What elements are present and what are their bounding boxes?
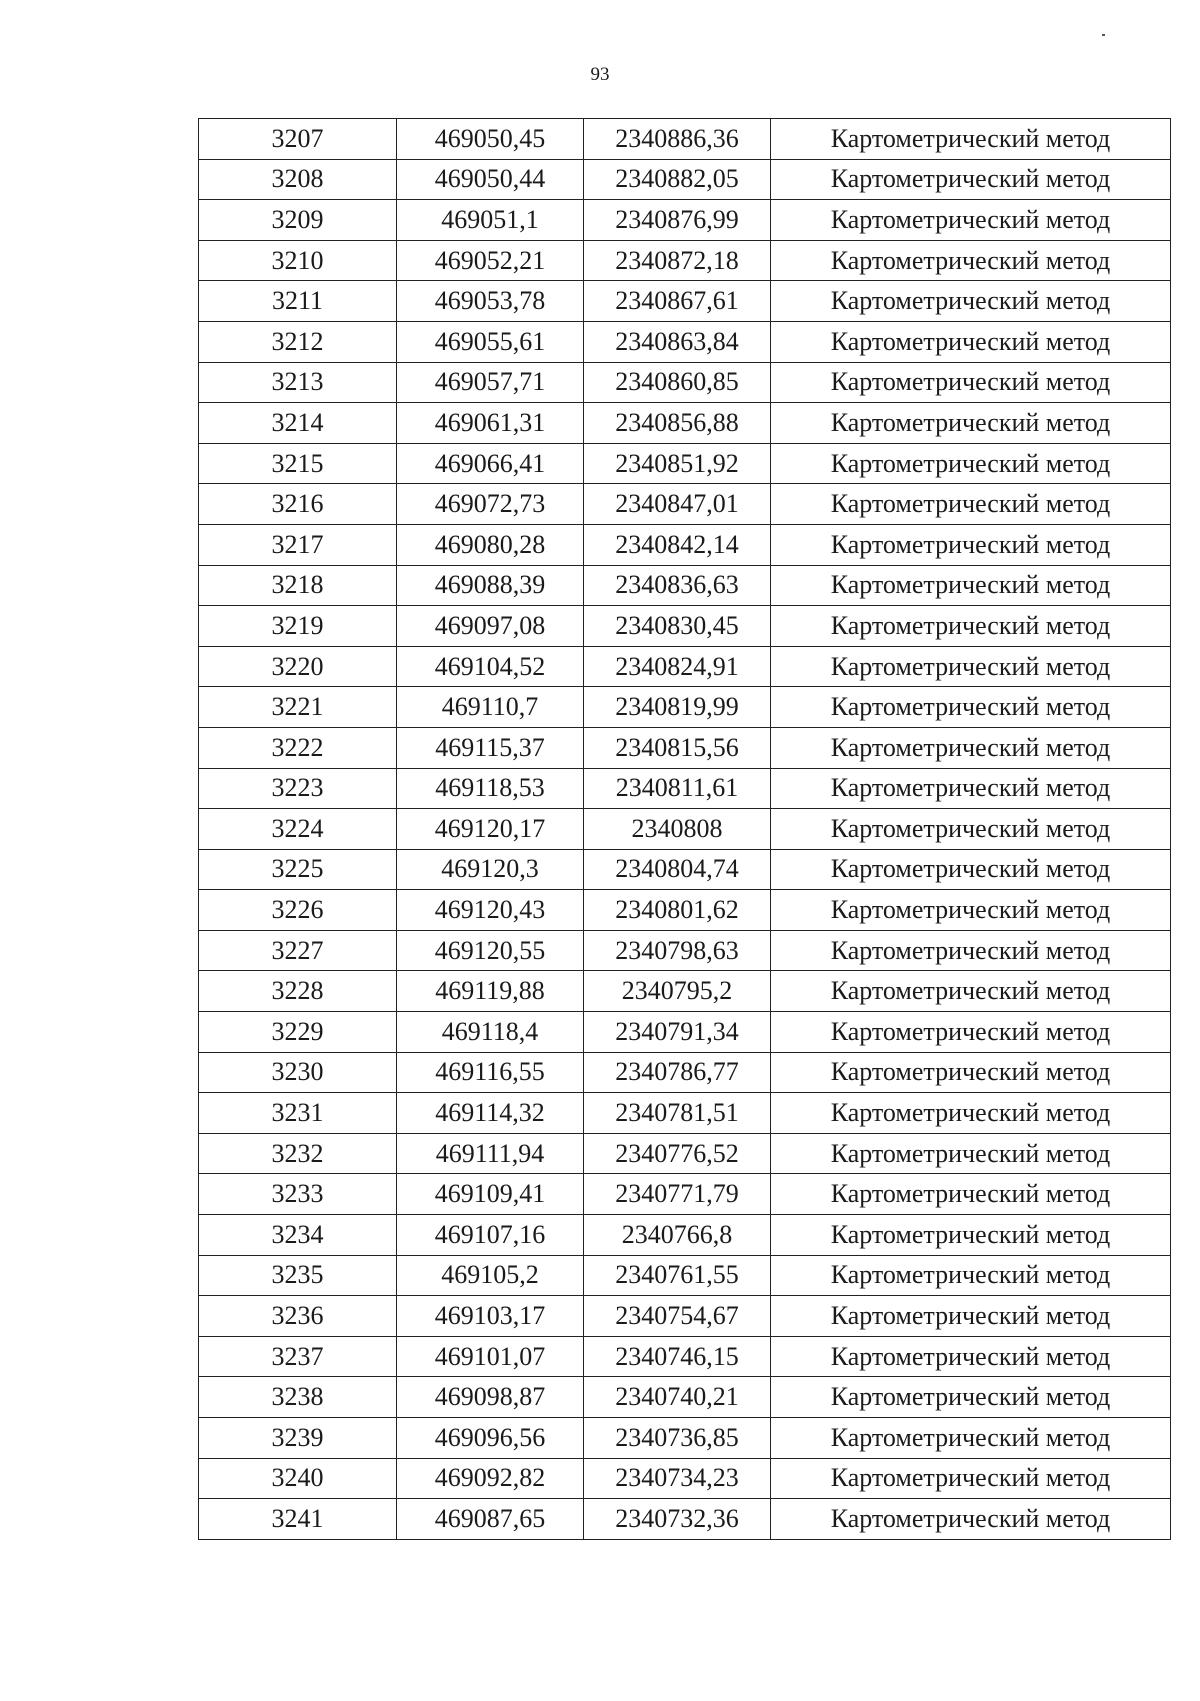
method-cell: Картометрический метод bbox=[771, 200, 1171, 241]
table-row bbox=[199, 1418, 1171, 1459]
table-row bbox=[199, 119, 1171, 160]
method-cell: Картометрический метод bbox=[771, 849, 1171, 890]
x-coordinate-cell: 469051,1 bbox=[397, 200, 584, 241]
x-coordinate-cell: 469104,52 bbox=[397, 646, 584, 687]
method-cell: Картометрический метод bbox=[771, 119, 1171, 160]
y-coordinate-cell: 2340795,2 bbox=[584, 971, 771, 1012]
x-coordinate-cell: 469052,21 bbox=[397, 240, 584, 281]
y-coordinate-cell: 2340740,21 bbox=[584, 1377, 771, 1418]
table-row bbox=[199, 1377, 1171, 1418]
y-coordinate-cell: 2340851,92 bbox=[584, 443, 771, 484]
x-coordinate-cell: 469120,55 bbox=[397, 930, 584, 971]
page-number: 93 bbox=[590, 64, 610, 85]
point-number-cell: 3234 bbox=[199, 1215, 397, 1256]
table-row bbox=[199, 362, 1171, 403]
point-number-cell: 3238 bbox=[199, 1377, 397, 1418]
method-cell: Картометрический метод bbox=[771, 809, 1171, 850]
point-number-cell: 3237 bbox=[199, 1336, 397, 1377]
point-number-cell: 3222 bbox=[199, 727, 397, 768]
y-coordinate-cell: 2340746,15 bbox=[584, 1336, 771, 1377]
x-coordinate-cell: 469053,78 bbox=[397, 281, 584, 322]
point-number-cell: 3239 bbox=[199, 1418, 397, 1459]
x-coordinate-cell: 469111,94 bbox=[397, 1133, 584, 1174]
table-row bbox=[199, 1093, 1171, 1134]
y-coordinate-cell: 2340842,14 bbox=[584, 524, 771, 565]
point-number-cell: 3225 bbox=[199, 849, 397, 890]
point-number-cell: 3241 bbox=[199, 1499, 397, 1540]
x-coordinate-cell: 469061,31 bbox=[397, 403, 584, 444]
point-number-cell: 3240 bbox=[199, 1458, 397, 1499]
method-cell: Картометрический метод bbox=[771, 321, 1171, 362]
table-row bbox=[199, 1255, 1171, 1296]
y-coordinate-cell: 2340856,88 bbox=[584, 403, 771, 444]
y-coordinate-cell: 2340736,85 bbox=[584, 1418, 771, 1459]
x-coordinate-cell: 469097,08 bbox=[397, 606, 584, 647]
method-cell: Картометрический метод bbox=[771, 1499, 1171, 1540]
method-cell: Картометрический метод bbox=[771, 159, 1171, 200]
method-cell: Картометрический метод bbox=[771, 362, 1171, 403]
point-number-cell: 3227 bbox=[199, 930, 397, 971]
table-row bbox=[199, 1174, 1171, 1215]
x-coordinate-cell: 469057,71 bbox=[397, 362, 584, 403]
table-row bbox=[199, 565, 1171, 606]
point-number-cell: 3231 bbox=[199, 1093, 397, 1134]
table-row bbox=[199, 1133, 1171, 1174]
method-cell: Картометрический метод bbox=[771, 1255, 1171, 1296]
method-cell: Картометрический метод bbox=[771, 403, 1171, 444]
table-row bbox=[199, 930, 1171, 971]
table-row bbox=[199, 1296, 1171, 1337]
table-row bbox=[199, 1458, 1171, 1499]
point-number-cell: 3229 bbox=[199, 1012, 397, 1053]
y-coordinate-cell: 2340798,63 bbox=[584, 930, 771, 971]
point-number-cell: 3220 bbox=[199, 646, 397, 687]
point-number-cell: 3235 bbox=[199, 1255, 397, 1296]
table-row bbox=[199, 646, 1171, 687]
y-coordinate-cell: 2340808 bbox=[584, 809, 771, 850]
y-coordinate-cell: 2340801,62 bbox=[584, 890, 771, 931]
table-row bbox=[199, 768, 1171, 809]
point-number-cell: 3215 bbox=[199, 443, 397, 484]
table-row bbox=[199, 727, 1171, 768]
y-coordinate-cell: 2340771,79 bbox=[584, 1174, 771, 1215]
coordinates-table-body bbox=[199, 119, 1171, 1540]
y-coordinate-cell: 2340847,01 bbox=[584, 484, 771, 525]
y-coordinate-cell: 2340804,74 bbox=[584, 849, 771, 890]
method-cell: Картометрический метод bbox=[771, 1052, 1171, 1093]
table-row bbox=[199, 321, 1171, 362]
y-coordinate-cell: 2340786,77 bbox=[584, 1052, 771, 1093]
method-cell: Картометрический метод bbox=[771, 1458, 1171, 1499]
table-row bbox=[199, 524, 1171, 565]
point-number-cell: 3213 bbox=[199, 362, 397, 403]
x-coordinate-cell: 469116,55 bbox=[397, 1052, 584, 1093]
point-number-cell: 3209 bbox=[199, 200, 397, 241]
x-coordinate-cell: 469050,45 bbox=[397, 119, 584, 160]
table-row bbox=[199, 484, 1171, 525]
table-row bbox=[199, 1052, 1171, 1093]
table-row bbox=[199, 1012, 1171, 1053]
method-cell: Картометрический метод bbox=[771, 606, 1171, 647]
x-coordinate-cell: 469118,4 bbox=[397, 1012, 584, 1053]
point-number-cell: 3214 bbox=[199, 403, 397, 444]
y-coordinate-cell: 2340766,8 bbox=[584, 1215, 771, 1256]
method-cell: Картометрический метод bbox=[771, 890, 1171, 931]
x-coordinate-cell: 469103,17 bbox=[397, 1296, 584, 1337]
point-number-cell: 3236 bbox=[199, 1296, 397, 1337]
y-coordinate-cell: 2340776,52 bbox=[584, 1133, 771, 1174]
y-coordinate-cell: 2340876,99 bbox=[584, 200, 771, 241]
y-coordinate-cell: 2340819,99 bbox=[584, 687, 771, 728]
point-number-cell: 3216 bbox=[199, 484, 397, 525]
method-cell: Картометрический метод bbox=[771, 1133, 1171, 1174]
x-coordinate-cell: 469118,53 bbox=[397, 768, 584, 809]
method-cell: Картометрический метод bbox=[771, 1174, 1171, 1215]
method-cell: Картометрический метод bbox=[771, 1336, 1171, 1377]
y-coordinate-cell: 2340886,36 bbox=[584, 119, 771, 160]
method-cell: Картометрический метод bbox=[771, 1377, 1171, 1418]
x-coordinate-cell: 469114,32 bbox=[397, 1093, 584, 1134]
y-coordinate-cell: 2340815,56 bbox=[584, 727, 771, 768]
method-cell: Картометрический метод bbox=[771, 281, 1171, 322]
method-cell: Картометрический метод bbox=[771, 687, 1171, 728]
x-coordinate-cell: 469055,61 bbox=[397, 321, 584, 362]
table-row bbox=[199, 687, 1171, 728]
y-coordinate-cell: 2340732,36 bbox=[584, 1499, 771, 1540]
x-coordinate-cell: 469120,17 bbox=[397, 809, 584, 850]
y-coordinate-cell: 2340791,34 bbox=[584, 1012, 771, 1053]
method-cell: Картометрический метод bbox=[771, 1215, 1171, 1256]
point-number-cell: 3217 bbox=[199, 524, 397, 565]
y-coordinate-cell: 2340824,91 bbox=[584, 646, 771, 687]
x-coordinate-cell: 469096,56 bbox=[397, 1418, 584, 1459]
x-coordinate-cell: 469101,07 bbox=[397, 1336, 584, 1377]
point-number-cell: 3230 bbox=[199, 1052, 397, 1093]
x-coordinate-cell: 469115,37 bbox=[397, 727, 584, 768]
method-cell: Картометрический метод bbox=[771, 646, 1171, 687]
table-row bbox=[199, 1499, 1171, 1540]
point-number-cell: 3221 bbox=[199, 687, 397, 728]
y-coordinate-cell: 2340836,63 bbox=[584, 565, 771, 606]
method-cell: Картометрический метод bbox=[771, 1093, 1171, 1134]
method-cell: Картометрический метод bbox=[771, 443, 1171, 484]
table-row bbox=[199, 1336, 1171, 1377]
x-coordinate-cell: 469120,3 bbox=[397, 849, 584, 890]
y-coordinate-cell: 2340830,45 bbox=[584, 606, 771, 647]
point-number-cell: 3223 bbox=[199, 768, 397, 809]
point-number-cell: 3233 bbox=[199, 1174, 397, 1215]
table-row bbox=[199, 443, 1171, 484]
table-row bbox=[199, 200, 1171, 241]
table-row bbox=[199, 849, 1171, 890]
method-cell: Картометрический метод bbox=[771, 565, 1171, 606]
x-coordinate-cell: 469105,2 bbox=[397, 1255, 584, 1296]
point-number-cell: 3211 bbox=[199, 281, 397, 322]
y-coordinate-cell: 2340761,55 bbox=[584, 1255, 771, 1296]
y-coordinate-cell: 2340863,84 bbox=[584, 321, 771, 362]
x-coordinate-cell: 469087,65 bbox=[397, 1499, 584, 1540]
x-coordinate-cell: 469080,28 bbox=[397, 524, 584, 565]
x-coordinate-cell: 469072,73 bbox=[397, 484, 584, 525]
y-coordinate-cell: 2340781,51 bbox=[584, 1093, 771, 1134]
point-number-cell: 3212 bbox=[199, 321, 397, 362]
method-cell: Картометрический метод bbox=[771, 971, 1171, 1012]
point-number-cell: 3232 bbox=[199, 1133, 397, 1174]
x-coordinate-cell: 469109,41 bbox=[397, 1174, 584, 1215]
point-number-cell: 3219 bbox=[199, 606, 397, 647]
method-cell: Картометрический метод bbox=[771, 727, 1171, 768]
table-row bbox=[199, 1215, 1171, 1256]
table-row bbox=[199, 240, 1171, 281]
point-number-cell: 3226 bbox=[199, 890, 397, 931]
table-row bbox=[199, 606, 1171, 647]
y-coordinate-cell: 2340734,23 bbox=[584, 1458, 771, 1499]
method-cell: Картометрический метод bbox=[771, 930, 1171, 971]
x-coordinate-cell: 469107,16 bbox=[397, 1215, 584, 1256]
table-row bbox=[199, 159, 1171, 200]
y-coordinate-cell: 2340872,18 bbox=[584, 240, 771, 281]
method-cell: Картометрический метод bbox=[771, 484, 1171, 525]
x-coordinate-cell: 469088,39 bbox=[397, 565, 584, 606]
y-coordinate-cell: 2340867,61 bbox=[584, 281, 771, 322]
table-row bbox=[199, 809, 1171, 850]
x-coordinate-cell: 469120,43 bbox=[397, 890, 584, 931]
y-coordinate-cell: 2340754,67 bbox=[584, 1296, 771, 1337]
method-cell: Картометрический метод bbox=[771, 524, 1171, 565]
table-row bbox=[199, 971, 1171, 1012]
point-number-cell: 3208 bbox=[199, 159, 397, 200]
coordinates-table bbox=[198, 118, 1171, 1540]
table-row bbox=[199, 890, 1171, 931]
point-number-cell: 3210 bbox=[199, 240, 397, 281]
x-coordinate-cell: 469119,88 bbox=[397, 971, 584, 1012]
method-cell: Картометрический метод bbox=[771, 1296, 1171, 1337]
y-coordinate-cell: 2340860,85 bbox=[584, 362, 771, 403]
x-coordinate-cell: 469066,41 bbox=[397, 443, 584, 484]
point-number-cell: 3228 bbox=[199, 971, 397, 1012]
point-number-cell: 3224 bbox=[199, 809, 397, 850]
point-number-cell: 3218 bbox=[199, 565, 397, 606]
y-coordinate-cell: 2340811,61 bbox=[584, 768, 771, 809]
x-coordinate-cell: 469050,44 bbox=[397, 159, 584, 200]
x-coordinate-cell: 469092,82 bbox=[397, 1458, 584, 1499]
method-cell: Картометрический метод bbox=[771, 768, 1171, 809]
y-coordinate-cell: 2340882,05 bbox=[584, 159, 771, 200]
table-row bbox=[199, 403, 1171, 444]
method-cell: Картометрический метод bbox=[771, 240, 1171, 281]
x-coordinate-cell: 469098,87 bbox=[397, 1377, 584, 1418]
scan-speck bbox=[1102, 34, 1105, 36]
point-number-cell: 3207 bbox=[199, 119, 397, 160]
method-cell: Картометрический метод bbox=[771, 1012, 1171, 1053]
table-row bbox=[199, 281, 1171, 322]
x-coordinate-cell: 469110,7 bbox=[397, 687, 584, 728]
method-cell: Картометрический метод bbox=[771, 1418, 1171, 1459]
